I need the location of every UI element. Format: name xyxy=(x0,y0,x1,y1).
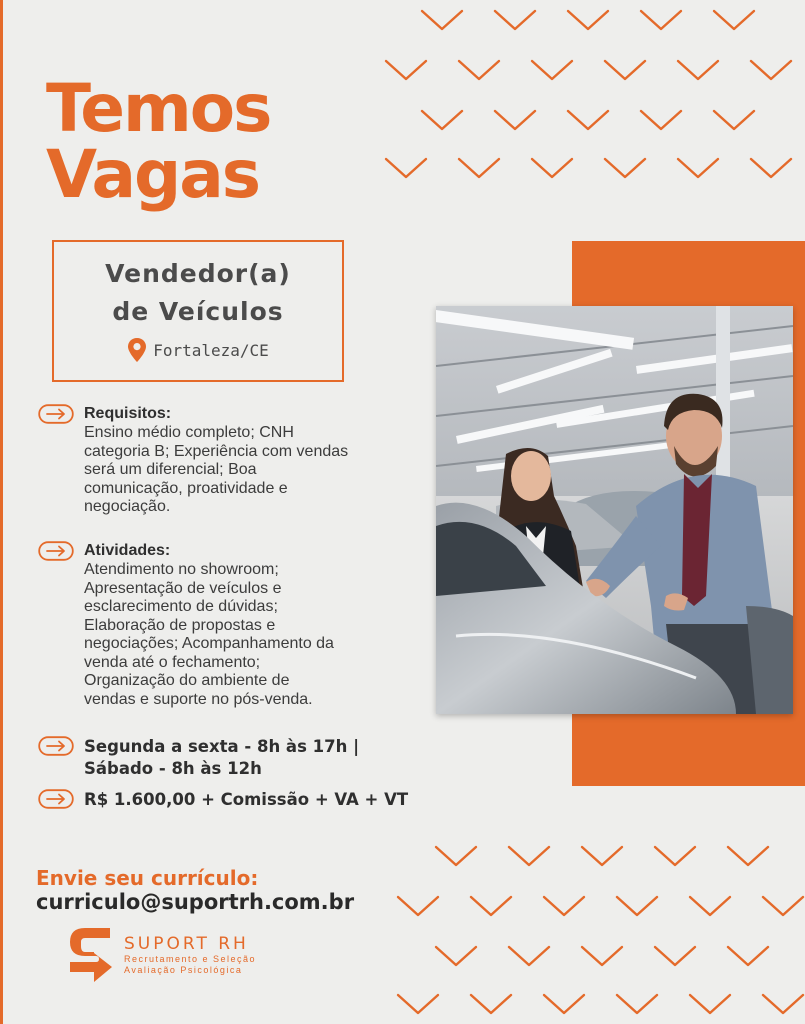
headline xyxy=(46,70,271,213)
chevron-down-icon xyxy=(582,947,622,965)
chevron-down-icon xyxy=(763,897,803,915)
chevron-down-icon xyxy=(495,111,535,129)
chevron-down-icon xyxy=(398,995,438,1013)
chevron-down-icon xyxy=(386,159,426,177)
map-pin-icon xyxy=(127,337,147,363)
chevron-down-icon xyxy=(728,947,768,965)
job-title-line2: de Veículos xyxy=(112,297,284,326)
atividades-line: Atendimento no showroom; xyxy=(84,561,279,578)
chevron-down-icon xyxy=(436,847,476,865)
atividades-line: venda até o fechamento; xyxy=(84,653,261,671)
arrow-right-icon xyxy=(38,736,74,756)
job-title-line1: Vendedor(a) xyxy=(105,259,291,288)
horario-line2: Sábado - 8h às 12h xyxy=(84,759,262,778)
logo-s-arrow-icon xyxy=(68,926,114,984)
chevron-down-icon xyxy=(398,897,438,915)
requisitos-line: será um diferencial; Boa xyxy=(84,461,257,478)
chevron-down-icon xyxy=(617,897,657,915)
logo-name: SUPORT RH xyxy=(124,934,249,954)
suport-rh-logo xyxy=(68,926,256,984)
location-text: Fortaleza/CE xyxy=(153,340,269,360)
section-salario xyxy=(38,789,428,811)
chevron-down-icon xyxy=(471,897,511,915)
chevron-down-icon xyxy=(544,995,584,1013)
requisitos-line: categoria B; Experiência com vendas xyxy=(84,442,349,460)
chevron-down-icon xyxy=(641,111,681,129)
requisitos-title: Requisitos: xyxy=(84,405,172,422)
chevron-down-icon xyxy=(471,995,511,1013)
chevron-down-icon xyxy=(751,159,791,177)
chevron-down-icon xyxy=(459,159,499,177)
job-location xyxy=(54,337,342,363)
chevron-down-icon xyxy=(728,847,768,865)
chevron-down-icon xyxy=(714,111,754,129)
chevron-down-icon xyxy=(714,11,754,29)
atividades-text xyxy=(84,561,334,709)
headline-line2: Vagas xyxy=(46,136,260,213)
chevron-down-icon xyxy=(678,159,718,177)
atividades-line: esclarecimento de dúvidas; xyxy=(84,598,278,615)
headline-line1: Temos xyxy=(46,70,271,147)
chevron-down-icon xyxy=(655,947,695,965)
chevron-down-icon xyxy=(422,111,462,129)
atividades-line: Elaboração de propostas e xyxy=(84,616,276,634)
section-horario xyxy=(38,736,428,780)
chevron-down-icon xyxy=(422,11,462,29)
section-atividades xyxy=(38,541,428,709)
atividades-line: negociações; Acompanhamento da xyxy=(84,635,334,652)
chevron-down-icon xyxy=(751,61,791,79)
chevron-down-icon xyxy=(641,11,681,29)
chevron-down-icon xyxy=(605,159,645,177)
requisitos-line: negociação. xyxy=(84,498,171,515)
chevron-down-icon xyxy=(655,847,695,865)
arrow-right-icon xyxy=(38,789,74,809)
showroom-photo xyxy=(436,306,793,714)
arrow-right-icon xyxy=(38,404,74,424)
chevron-down-icon xyxy=(605,61,645,79)
requisitos-line: comunicação, proatividade e xyxy=(84,479,288,497)
chevron-down-icon xyxy=(509,947,549,965)
chevron-down-icon xyxy=(690,995,730,1013)
chevron-down-icon xyxy=(459,61,499,79)
requisitos-line: Ensino médio completo; CNH xyxy=(84,424,294,441)
left-accent-rule xyxy=(0,0,3,1024)
requisitos-text xyxy=(84,424,348,517)
atividades-line: Organização do ambiente de xyxy=(84,672,290,689)
job-title-box xyxy=(52,240,344,382)
cta-email[interactable]: curriculo@suportrh.com.br xyxy=(36,890,355,914)
logo-tagline1: Recrutamento e Seleção xyxy=(124,954,257,964)
chevron-down-icon xyxy=(763,995,803,1013)
cta-label: Envie seu currículo: xyxy=(36,866,259,890)
chevron-down-icon xyxy=(617,995,657,1013)
chevron-down-icon xyxy=(509,847,549,865)
chevron-down-icon xyxy=(568,111,608,129)
atividades-line: vendas e suporte no pós-venda. xyxy=(84,690,313,708)
chevron-down-icon xyxy=(436,947,476,965)
logo-tagline2: Avaliação Psicológica xyxy=(124,965,243,975)
salario-text: R$ 1.600,00 + Comissão + VA + VT xyxy=(84,790,409,809)
showroom-illustration xyxy=(436,306,793,714)
chevron-down-icon xyxy=(690,897,730,915)
chevron-down-icon xyxy=(678,61,718,79)
atividades-title: Atividades: xyxy=(84,542,171,559)
section-requisitos xyxy=(38,404,428,517)
chevron-down-icon xyxy=(495,11,535,29)
chevron-down-icon xyxy=(532,159,572,177)
atividades-line: Apresentação de veículos e xyxy=(84,579,282,597)
arrow-right-icon xyxy=(38,541,74,561)
chevron-down-icon xyxy=(568,11,608,29)
chevron-down-icon xyxy=(582,847,622,865)
horario-line1: Segunda a sexta - 8h às 17h | xyxy=(84,737,360,756)
chevron-down-icon xyxy=(386,61,426,79)
chevron-down-icon xyxy=(532,61,572,79)
chevron-down-icon xyxy=(544,897,584,915)
